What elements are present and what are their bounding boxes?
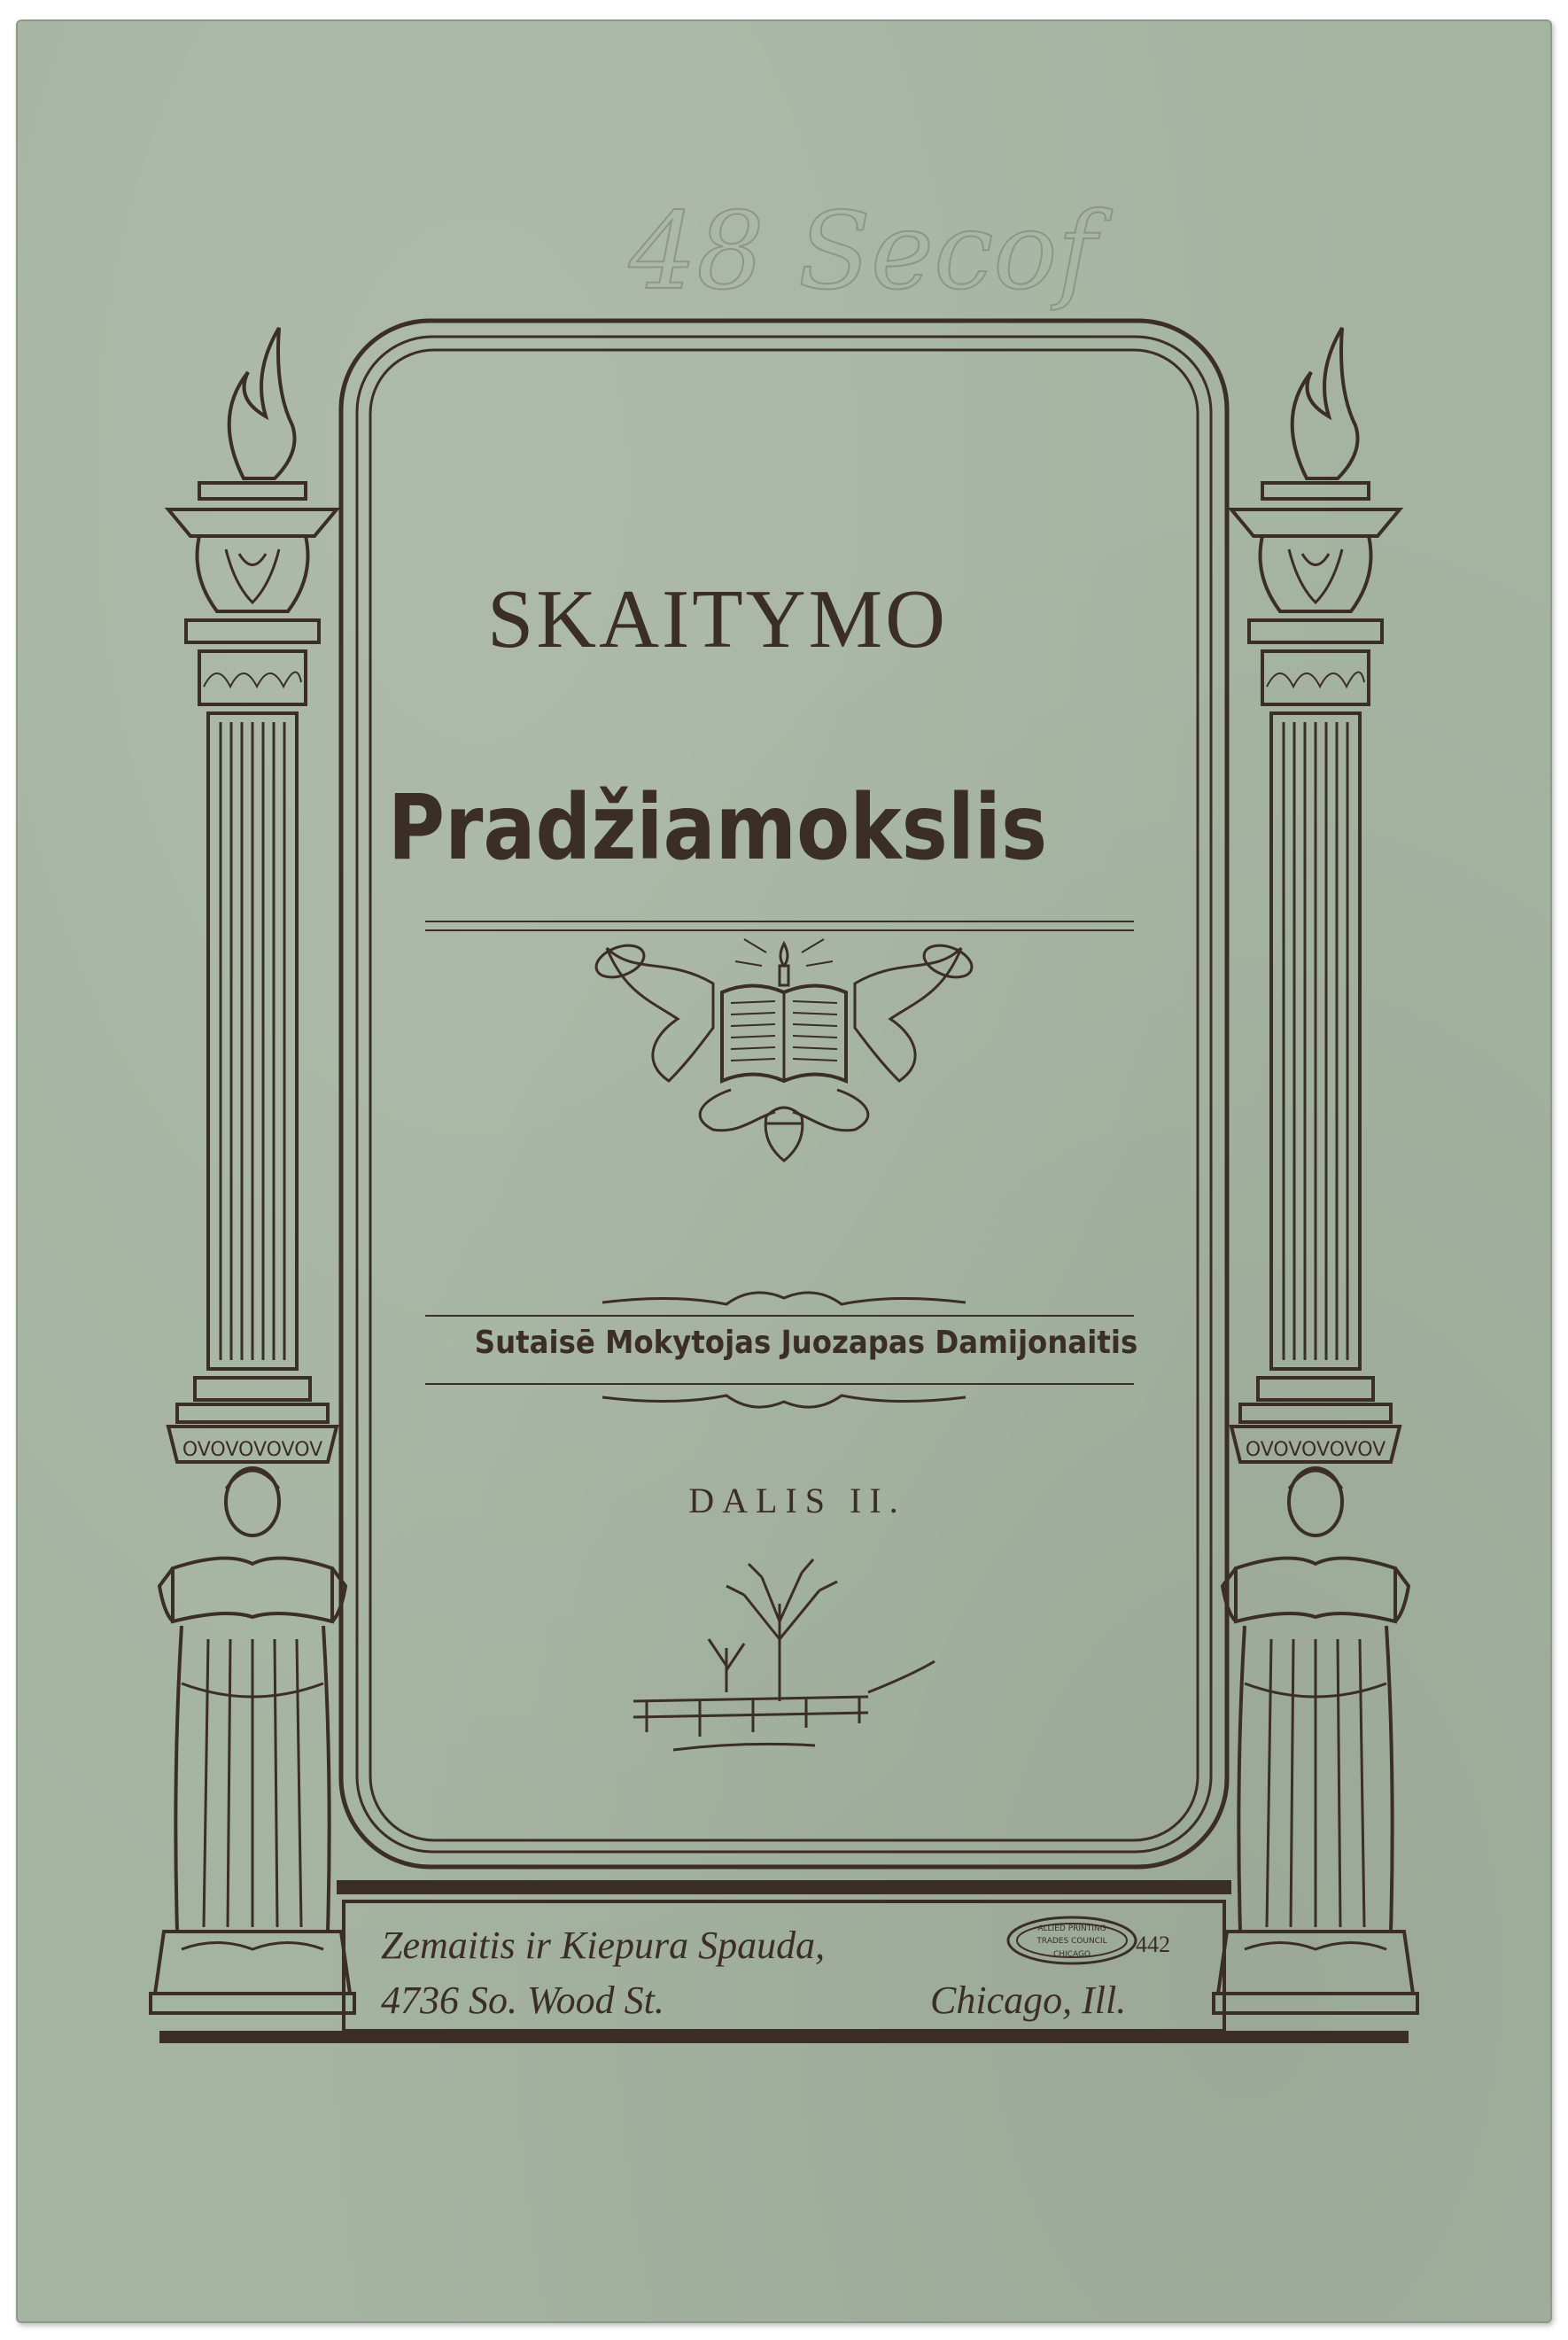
svg-text:48 Secof: 48 Secof <box>629 190 1097 314</box>
handwritten-note <box>611 182 1178 332</box>
union-number: 442 <box>1136 1932 1170 1957</box>
tree-and-fence-icon <box>633 1559 935 1750</box>
caryatid-figure-icon <box>151 1468 354 2013</box>
title-line-2: Pradžiamokslis <box>387 775 1048 881</box>
torch-column-icon <box>168 328 337 1462</box>
union-label-top: ALLIED PRINTING <box>1037 1924 1106 1933</box>
caryatid-figure-icon <box>1214 1468 1417 2013</box>
author-line: Sutaisē Mokytojas Juozapas Damijonaitis <box>474 1325 1138 1361</box>
svg-text:OVOVOVOVOV: OVOVOVOVOV <box>1245 1439 1386 1461</box>
union-label-middle: TRADES COUNCIL <box>1036 1937 1107 1946</box>
union-label-bottom: CHICAGO <box>1052 1950 1091 1959</box>
svg-text:OVOVOVOVOV: OVOVOVOVOV <box>182 1439 323 1461</box>
open-book-with-oak-leaves-icon <box>592 939 976 1161</box>
part-label: DALIS II. <box>688 1481 906 1520</box>
title-line-1: SKAITYMO <box>486 573 949 665</box>
publisher-name: Zemaitis ir Kiepura Spauda, <box>381 1924 826 1967</box>
publisher-city: Chicago, Ill. <box>930 1979 1127 2022</box>
torch-column-icon <box>1231 328 1400 1462</box>
publisher-address: 4736 So. Wood St. <box>381 1979 664 2022</box>
